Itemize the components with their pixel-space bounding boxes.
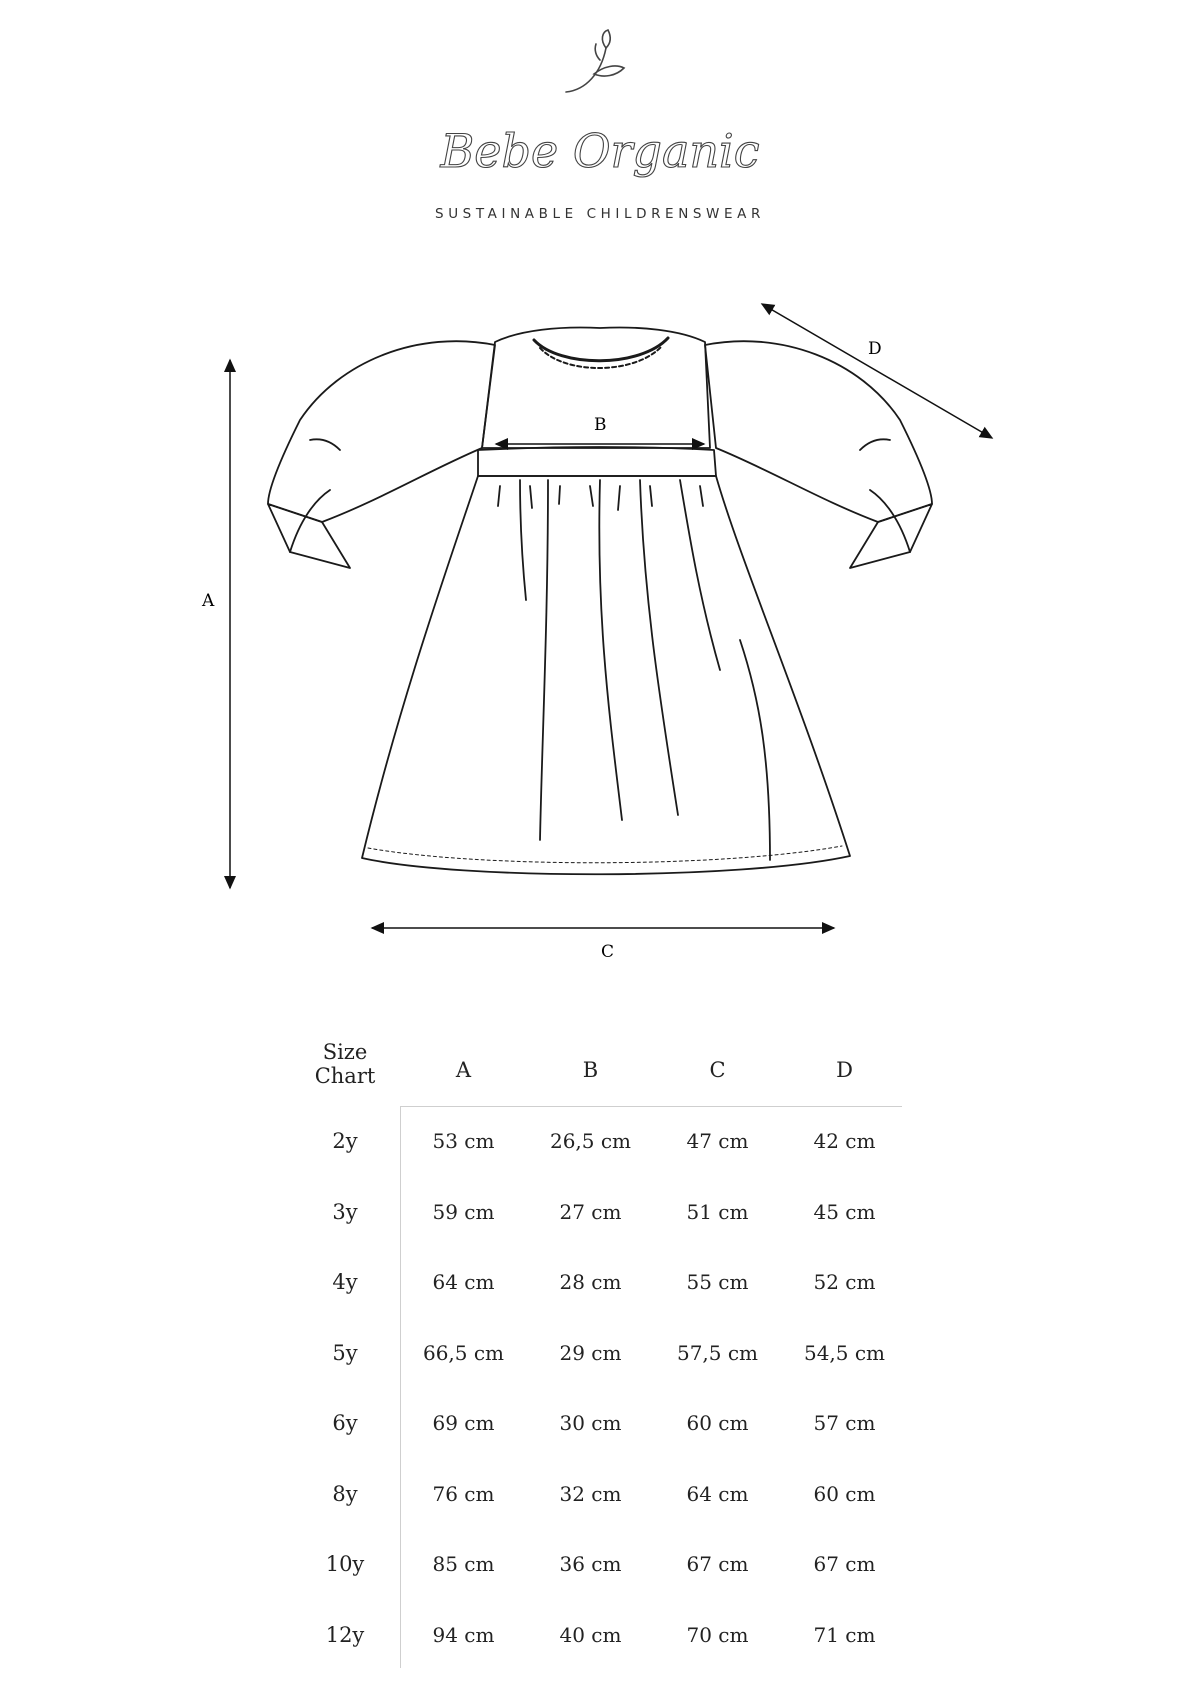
size-label: 2y: [332, 1129, 358, 1154]
table-divider-vertical: [400, 1106, 401, 1668]
table-row: [290, 1247, 910, 1318]
measurement-cell: 57 cm: [813, 1411, 876, 1436]
table-row: [290, 1177, 910, 1248]
dimension-c-label: C: [601, 942, 615, 962]
table-row: [290, 1388, 910, 1459]
column-header-b: B: [582, 1058, 599, 1082]
table-row: [290, 1318, 910, 1389]
measurement-cell: 67 cm: [813, 1552, 876, 1577]
brand-name-text: Bebe Organic: [440, 124, 760, 178]
size-label: 5y: [332, 1340, 358, 1365]
measurement-cell: 29 cm: [559, 1340, 622, 1365]
measurement-cell: 27 cm: [559, 1199, 622, 1224]
measurement-cell: 71 cm: [813, 1622, 876, 1647]
table-row: [290, 1529, 910, 1600]
measurement-cell: 40 cm: [559, 1622, 622, 1647]
brand-tagline: SUSTAINABLE CHILDRENSWEAR: [435, 206, 765, 222]
measurement-cell: 64 cm: [686, 1481, 749, 1506]
column-header-c: C: [709, 1058, 726, 1082]
measurement-cell: 67 cm: [686, 1552, 749, 1577]
measurement-cell: 57,5 cm: [676, 1340, 759, 1365]
measurement-cell: 30 cm: [559, 1411, 622, 1436]
dimension-d-label: D: [868, 339, 882, 359]
size-chart-title-line2: Chart: [314, 1064, 376, 1088]
measurement-cell: 66,5 cm: [422, 1340, 505, 1365]
size-label: 12y: [325, 1622, 365, 1647]
left-sleeve-outline: [268, 341, 495, 522]
measurement-cell: 47 cm: [686, 1129, 749, 1154]
size-chart-table: [290, 1040, 910, 1670]
measurement-cell: 26,5 cm: [549, 1129, 632, 1154]
left-cuff: [268, 504, 350, 568]
measurement-cell: 36 cm: [559, 1552, 622, 1577]
dimension-d-arrow: [762, 304, 992, 438]
dimension-b-label: B: [594, 415, 607, 435]
measurement-cell: 59 cm: [432, 1199, 495, 1224]
measurement-cell: 51 cm: [686, 1199, 749, 1224]
measurement-cell: 32 cm: [559, 1481, 622, 1506]
right-cuff: [850, 504, 932, 568]
measurement-cell: 60 cm: [686, 1411, 749, 1436]
measurement-cell: 54,5 cm: [803, 1340, 886, 1365]
size-chart-title-line1: Size: [322, 1040, 368, 1064]
measurement-cell: 55 cm: [686, 1270, 749, 1295]
table-row: [290, 1459, 910, 1530]
column-header-a: A: [455, 1058, 472, 1082]
table-row: [290, 1106, 910, 1177]
size-chart-title: [290, 1040, 400, 1100]
size-label: 10y: [325, 1552, 365, 1577]
size-chart-header-row: [290, 1040, 910, 1100]
size-label: 8y: [332, 1481, 358, 1506]
measurement-cell: 70 cm: [686, 1622, 749, 1647]
measurement-cell: 64 cm: [432, 1270, 495, 1295]
size-chart-body: [290, 1106, 910, 1670]
size-label: 3y: [332, 1199, 358, 1224]
table-row: [290, 1600, 910, 1671]
measurement-cell: 85 cm: [432, 1552, 495, 1577]
measurement-cell: 42 cm: [813, 1129, 876, 1154]
column-header-d: D: [836, 1058, 853, 1082]
size-label: 4y: [332, 1270, 358, 1295]
right-sleeve-outline: [705, 341, 932, 522]
measurement-cell: 28 cm: [559, 1270, 622, 1295]
dimension-a-label: A: [202, 591, 215, 611]
measurement-cell: 60 cm: [813, 1481, 876, 1506]
measurement-cell: 52 cm: [813, 1270, 876, 1295]
measurement-cell: 69 cm: [432, 1411, 495, 1436]
measurement-cell: 45 cm: [813, 1199, 876, 1224]
measurement-cell: 53 cm: [432, 1129, 495, 1154]
size-label: 6y: [332, 1411, 358, 1436]
table-divider-horizontal: [400, 1106, 902, 1107]
measurement-cell: 94 cm: [432, 1622, 495, 1647]
measurement-cell: 76 cm: [432, 1481, 495, 1506]
